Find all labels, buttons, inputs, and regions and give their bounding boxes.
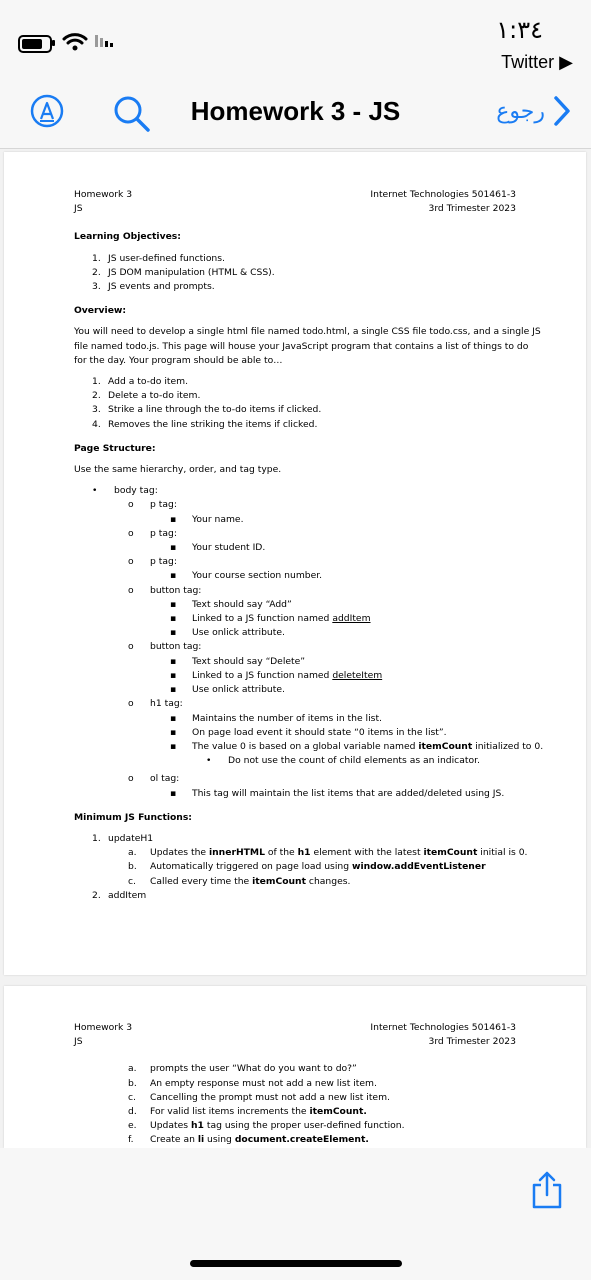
list-item: a. prompts the user “What do you want to do?” bbox=[128, 1063, 357, 1075]
page-title: Homework 3 - JS bbox=[190, 96, 401, 126]
back-button[interactable] bbox=[496, 95, 571, 127]
page-header bbox=[74, 1021, 516, 1049]
page-content bbox=[74, 188, 544, 903]
list-item: ▪ Text should say “Delete” bbox=[170, 655, 306, 667]
list-item: ▪ Your course section number. bbox=[170, 570, 323, 582]
list-item: 1. JS user-defined functions. bbox=[92, 252, 225, 264]
signal-icon bbox=[95, 35, 113, 47]
list-item: ▪ Use onlick attribute. bbox=[170, 627, 285, 639]
overview-paragraph bbox=[74, 325, 541, 368]
bottom-toolbar bbox=[0, 1148, 591, 1280]
list-item: 2. JS DOM manipulation (HTML & CSS). bbox=[92, 266, 275, 278]
share-icon[interactable] bbox=[530, 1170, 564, 1210]
overview-line: You will need to develop a single html file named todo.html, a single CSS file todo.css, and a single JS bbox=[74, 326, 541, 338]
list-item: o ol tag: bbox=[128, 773, 180, 785]
additem-requirements-list bbox=[74, 1062, 516, 1147]
list-item: o h1 tag: bbox=[128, 698, 183, 710]
page-content bbox=[74, 1021, 516, 1148]
list-item: o button tag: bbox=[128, 641, 202, 653]
list-item: 3. Strike a line through the to-do items if clicked. bbox=[92, 404, 322, 416]
min-functions-heading: Minimum JS Functions: bbox=[74, 811, 192, 823]
objectives-list bbox=[74, 252, 516, 295]
list-item: f. Create an li using document.createElement. bbox=[128, 1134, 369, 1146]
page-header bbox=[74, 188, 516, 216]
structure-intro: Use the same hierarchy, order, and tag type. bbox=[74, 464, 282, 476]
list-item: d. For valid list items increments the itemCount. bbox=[128, 1106, 367, 1118]
battery-tip bbox=[52, 40, 55, 46]
document-page-1 bbox=[4, 152, 586, 975]
list-item: ▪ Maintains the number of items in the list. bbox=[170, 712, 382, 724]
list-item: o button tag: bbox=[128, 584, 202, 596]
list-item: ▪ Linked to a JS function named addItem bbox=[170, 613, 371, 625]
header-term: 3rd Trimester 2023 bbox=[428, 203, 516, 215]
header-term: 3rd Trimester 2023 bbox=[428, 1036, 516, 1048]
battery-icon bbox=[18, 35, 52, 53]
overview-heading: Overview: bbox=[74, 305, 127, 317]
list-item: ▪ The value 0 is based on a global variable named itemCount initialized to 0. bbox=[170, 740, 544, 752]
header-subject: JS bbox=[74, 1036, 83, 1048]
navigation-bar bbox=[0, 80, 591, 149]
list-item: b. An empty response must not add a new list item. bbox=[128, 1077, 377, 1089]
overview-line: for the day. Your program should be able to… bbox=[74, 354, 283, 366]
home-indicator[interactable] bbox=[190, 1260, 402, 1267]
header-course-code: Internet Technologies 501461-3 bbox=[370, 1022, 516, 1033]
back-button-label: رجوع bbox=[496, 98, 545, 124]
list-item: ▪ Your student ID. bbox=[170, 542, 266, 554]
list-item: 2. Delete a to-do item. bbox=[92, 390, 201, 402]
header-subject: JS bbox=[74, 203, 83, 215]
list-item: o p tag: bbox=[128, 499, 177, 511]
wifi-icon bbox=[62, 32, 88, 52]
list-item: c. Called every time the itemCount changes. bbox=[128, 875, 351, 887]
document-page-2 bbox=[4, 986, 586, 1148]
back-to-app-link[interactable]: Twitter ▶ bbox=[501, 52, 573, 72]
list-item: o p tag: bbox=[128, 527, 177, 539]
page-structure-heading: Page Structure: bbox=[74, 442, 156, 454]
list-item: ▪ Use onlick attribute. bbox=[170, 684, 285, 696]
structure-outline bbox=[74, 484, 544, 800]
status-bar bbox=[0, 0, 591, 80]
functions-list bbox=[74, 832, 528, 903]
list-item: c. Cancelling the prompt must not add a new list item. bbox=[128, 1091, 390, 1103]
list-item: ▪ This tag will maintain the list items that are added/deleted using JS. bbox=[170, 787, 505, 799]
list-item: b. Automatically triggered on page load using window.addEventListener bbox=[128, 861, 486, 873]
overview-line: file named todo.js. This page will house your JavaScript program that contains a list of things to do bbox=[74, 340, 529, 352]
list-item: • body tag: bbox=[92, 485, 158, 497]
chevron-left-icon bbox=[553, 95, 571, 127]
status-time: ١:٣٤ bbox=[496, 16, 543, 44]
list-item: 3. JS events and prompts. bbox=[92, 281, 215, 293]
header-course: Homework 3 bbox=[74, 1022, 133, 1033]
header-course-code: Internet Technologies 501461-3 bbox=[370, 189, 516, 200]
list-item: ▪ Text should say “Add” bbox=[170, 598, 292, 610]
header-course: Homework 3 bbox=[74, 189, 133, 200]
list-item: 4. Removes the line striking the items if clicked. bbox=[92, 418, 318, 430]
list-item: 2. addItem bbox=[92, 889, 147, 901]
list-item: 1. Add a to-do item. bbox=[92, 376, 189, 388]
list-item: • Do not use the count of child elements as an indicator. bbox=[206, 755, 480, 767]
list-item: ▪ On page load event it should state “0 items in the list”. bbox=[170, 726, 447, 738]
abilities-list bbox=[74, 375, 516, 432]
list-item: 1. updateH1 bbox=[92, 832, 154, 844]
learning-objectives-heading: Learning Objectives: bbox=[74, 231, 181, 243]
list-item: e. Updates h1 tag using the proper user-defined function. bbox=[128, 1120, 405, 1132]
list-item: a. Updates the innerHTML of the h1 element with the latest itemCount initial is 0. bbox=[128, 847, 528, 859]
list-item: ▪ Your name. bbox=[170, 513, 244, 525]
list-item: o p tag: bbox=[128, 556, 177, 568]
list-item: ▪ Linked to a JS function named deleteItem bbox=[170, 669, 383, 681]
